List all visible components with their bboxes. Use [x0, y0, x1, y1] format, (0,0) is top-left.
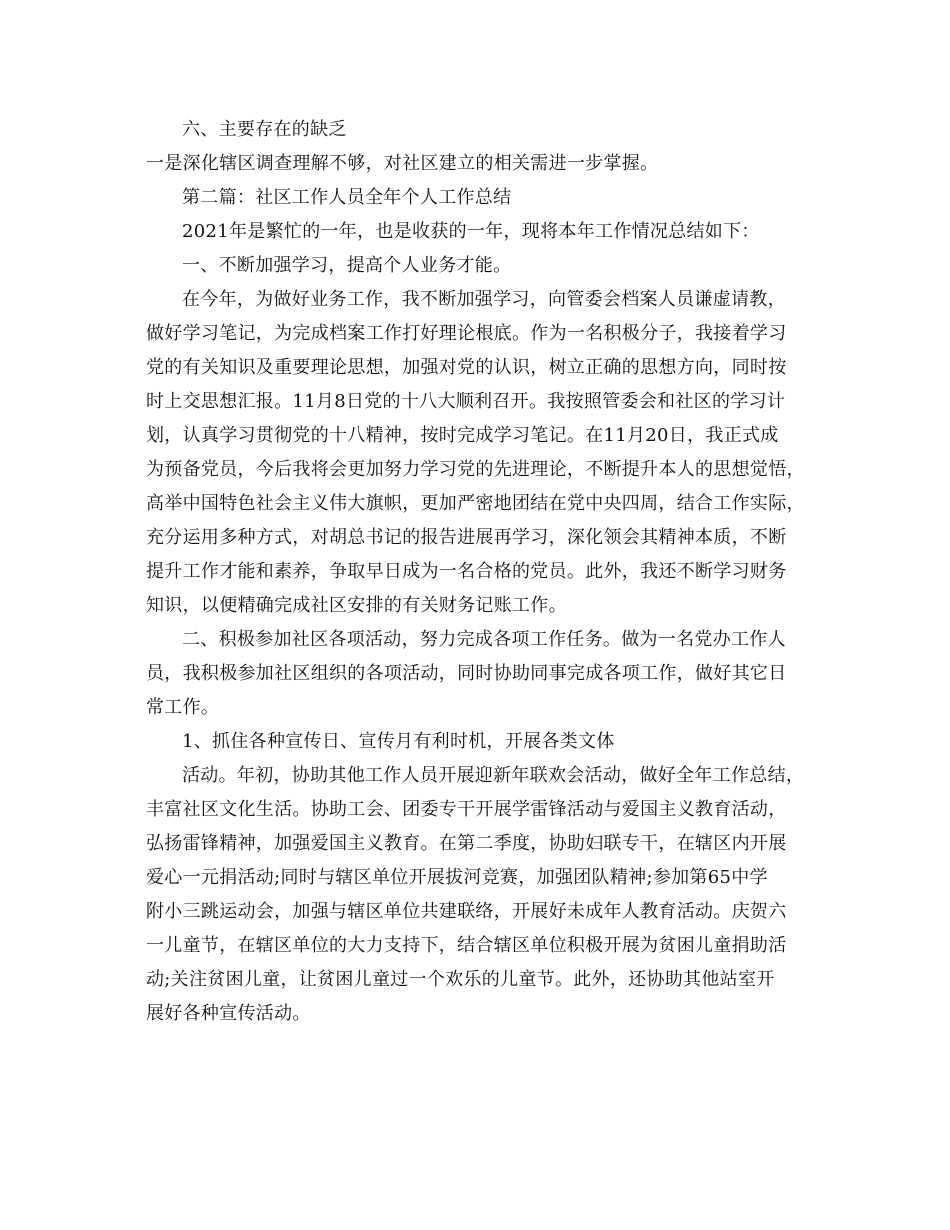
intro-line: 2021年是繁忙的一年，也是收获的一年，现将本年工作情况总结如下：: [182, 221, 760, 242]
section-one-title: 一、不断加强学习，提高个人业务才能。: [182, 255, 512, 276]
paragraph-one-line: 高举中国特色社会主义伟大旗帜，更加严密地团结在党中央四周，结合工作实际，: [146, 493, 805, 514]
paragraph-three-line: 爱心一元捐活动;同时与辖区单位开展拔河竞赛，加强团队精神;参加第65中学: [146, 867, 768, 888]
paragraph-three-line: 活动。年初，协助其他工作人员开展迎新年联欢会活动，做好全年工作总结，: [182, 765, 805, 786]
paragraph-three-line: 一儿童节，在辖区单位的大力支持下，结合辖区单位积极开展为贫困儿童捐助活: [146, 935, 787, 956]
paragraph-one-line: 充分运用多种方式，对胡总书记的报告进展再学习，深化领会其精神本质，不断: [146, 527, 787, 548]
paragraph-one-line: 党的有关知识及重要理论思想，加强对党的认识，树立正确的思想方向，同时按: [146, 357, 787, 378]
paragraph-one-line: 做好学习笔记，为完成档案工作打好理论根底。作为一名积极分子，我接着学习: [146, 323, 787, 344]
paragraph-three-line: 展好各种宣传活动。: [146, 1003, 311, 1024]
paragraph-two-line: 员，我积极参加社区组织的各项活动，同时协助同事完成各项工作，做好其它日: [146, 663, 787, 684]
first-point: 一是深化辖区调查理解不够，对社区建立的相关需进一步掌握。: [146, 153, 659, 174]
paragraph-two-line: 常工作。: [146, 697, 220, 718]
paragraph-two-line: 二、积极参加社区各项活动，努力完成各项工作任务。做为一名党办工作人: [182, 629, 786, 650]
paragraph-one-line: 知识，以便精确完成社区安排的有关财务记账工作。: [146, 595, 567, 616]
paragraph-one-line: 时上交思想汇报。11月8日党的十八大顺利召开。我按照管委会和社区的学习计: [146, 391, 786, 412]
paragraph-three-line: 附小三跳运动会，加强与辖区单位共建联络，开展好未成年人教育活动。庆贺六: [146, 901, 787, 922]
paragraph-one-line: 在今年，为做好业务工作，我不断加强学习，向管委会档案人员谦虚请教，: [182, 289, 786, 310]
paragraph-three-line: 弘扬雷锋精神，加强爱国主义教育。在第二季度，协助妇联专干，在辖区内开展: [146, 833, 787, 854]
part-two-title: 第二篇：社区工作人员全年个人工作总结: [182, 187, 512, 208]
document-body: [146, 113, 816, 1031]
paragraph-one-line: 为预备党员，今后我将会更加努力学习党的先进理论，不断提升本人的思想觉悟，: [146, 459, 805, 480]
paragraph-one-line: 划，认真学习贯彻党的十八精神，按时完成学习笔记。在11月20日，我正式成: [146, 425, 779, 446]
paragraph-one-line: 提升工作才能和素养，争取早日成为一名合格的党员。此外，我还不断学习财务: [146, 561, 787, 582]
item-one-title: 1、抓住各种宣传日、宣传月有利时机，开展各类文体: [182, 731, 615, 752]
paragraph-three-line: 动;关注贫困儿童，让贫困儿童过一个欢乐的儿童节。此外，还协助其他站室开: [146, 969, 775, 990]
heading-six: 六、主要存在的缺乏: [182, 119, 347, 140]
paragraph-three-line: 丰富社区文化生活。协助工会、团委专干开展学雷锋活动与爱国主义教育活动，: [146, 799, 787, 820]
